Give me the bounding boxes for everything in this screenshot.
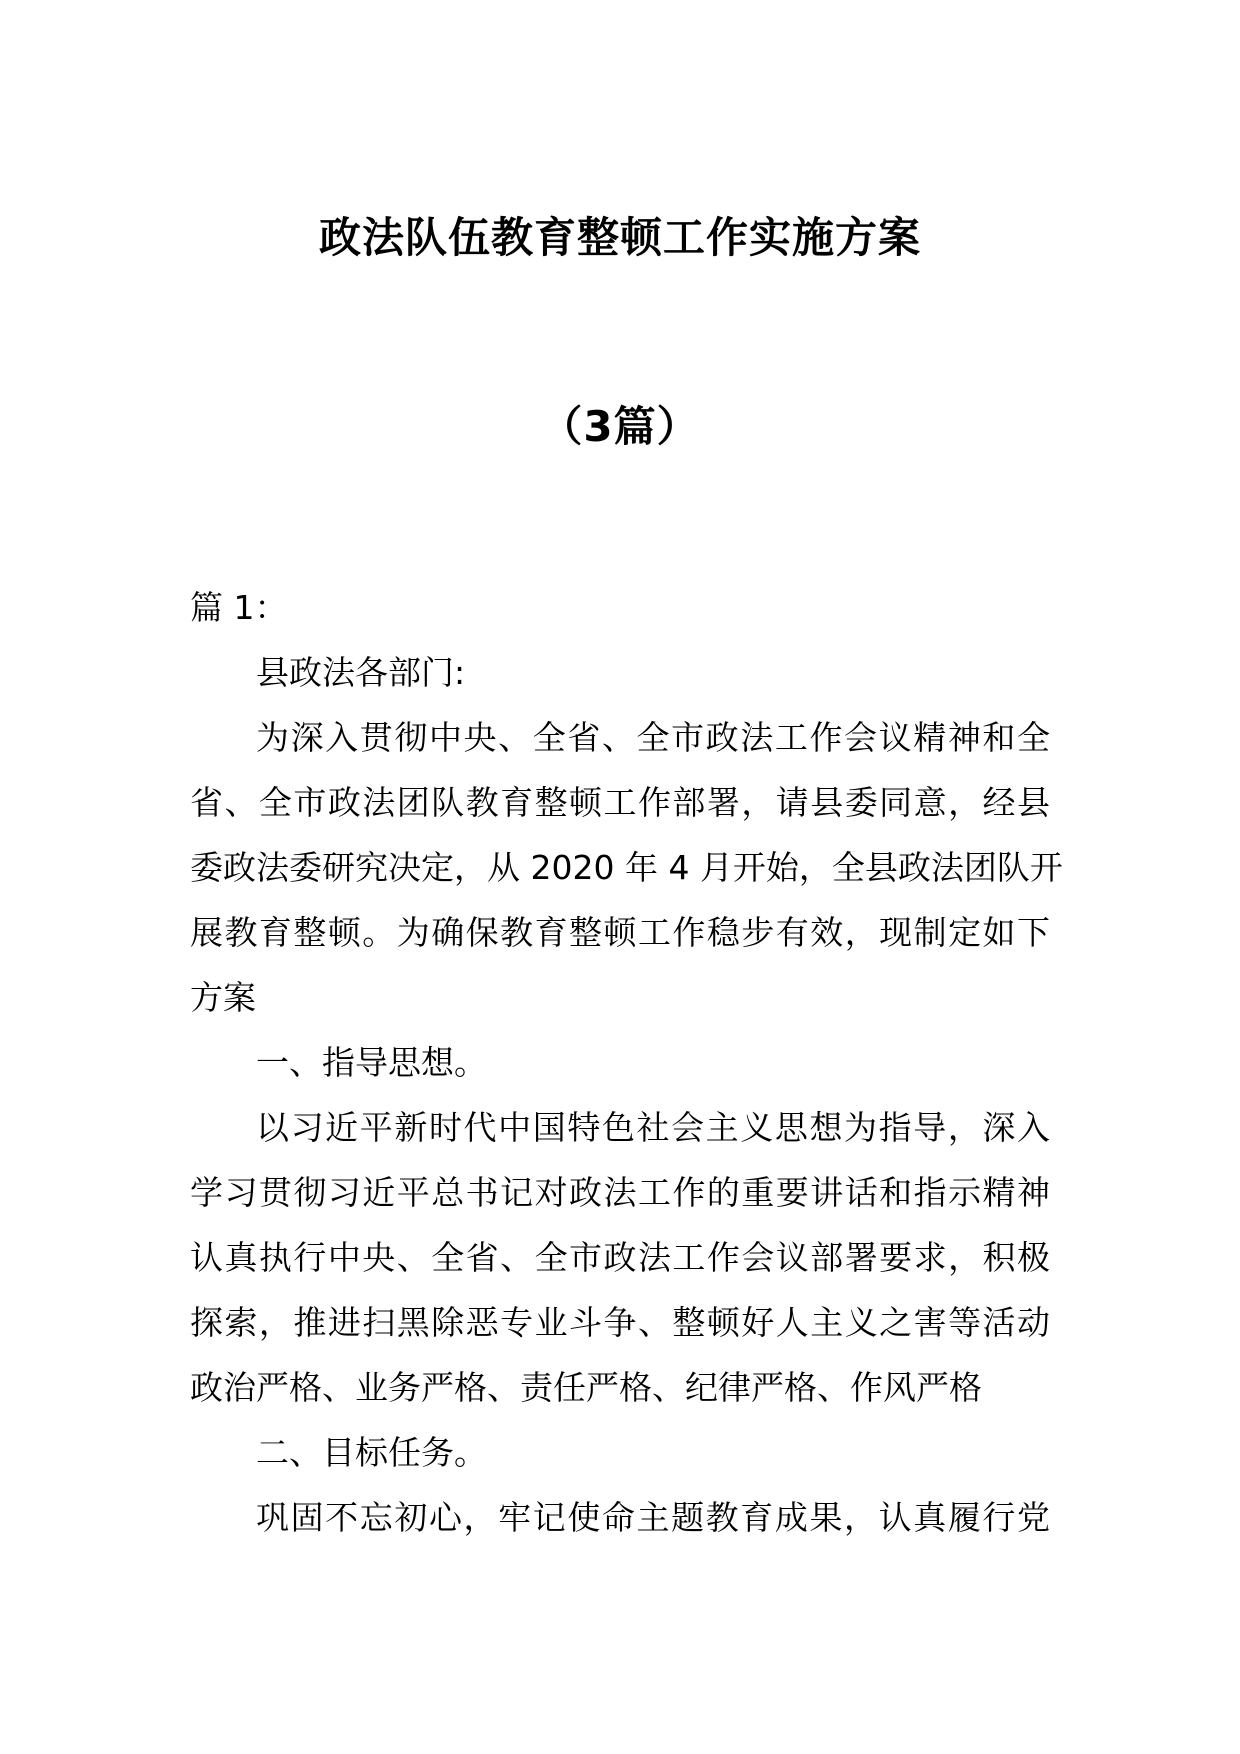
body-line: 学习贯彻习近平总书记对政法工作的重要讲话和指示精神 bbox=[190, 1173, 1050, 1212]
document-subtitle: （3篇） bbox=[540, 402, 700, 451]
body-line: 认真执行中央、全省、全市政法工作会议部署要求，积极 bbox=[190, 1238, 1050, 1277]
section-label: 篇 1： bbox=[190, 588, 288, 627]
body-line: 为深入贯彻中央、全省、全市政法工作会议精神和全 bbox=[256, 718, 1050, 757]
body-line: 省、全市政法团队教育整顿工作部署，请县委同意，经县 bbox=[190, 783, 1050, 822]
body-line: 委政法委研究决定，从 2020 年 4 月开始，全县政法团队开 bbox=[190, 848, 1063, 887]
document-title: 政法队伍教育整顿工作实施方案 bbox=[318, 213, 921, 262]
section-heading: 一、指导思想。 bbox=[256, 1043, 487, 1082]
section-heading: 二、目标任务。 bbox=[256, 1433, 487, 1472]
body-line: 探索，推进扫黑除恶专业斗争、整顿好人主义之害等活动 bbox=[190, 1303, 1050, 1342]
document-body bbox=[190, 575, 1063, 1550]
salutation: 县政法各部门: bbox=[256, 653, 466, 692]
body-line: 政治严格、业务严格、责任严格、纪律严格、作风严格 bbox=[190, 1368, 982, 1407]
body-line: 以习近平新时代中国特色社会主义思想为指导，深入 bbox=[256, 1108, 1050, 1147]
body-line: 展教育整顿。为确保教育整顿工作稳步有效，现制定如下 bbox=[190, 913, 1050, 952]
body-line: 方案 bbox=[190, 978, 256, 1017]
body-line: 巩固不忘初心，牢记使命主题教育成果，认真履行党 bbox=[256, 1498, 1050, 1537]
